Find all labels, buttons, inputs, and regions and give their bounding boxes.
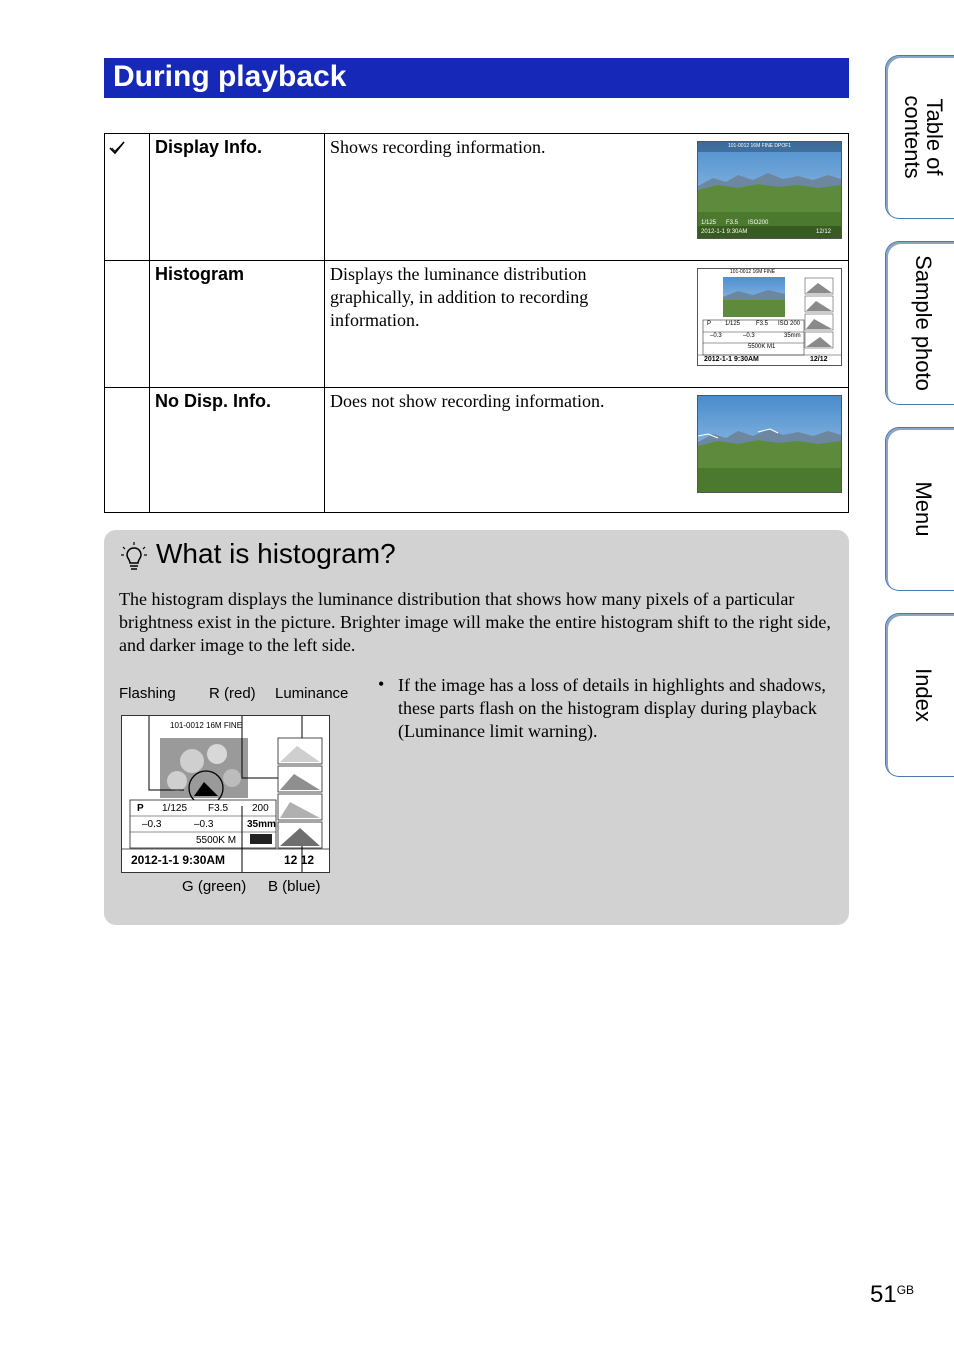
option-description: Shows recording information. — [330, 137, 546, 157]
display-options-table — [104, 133, 849, 513]
screen-iso: ISO200 — [748, 220, 769, 226]
screen-aperture: F3.5 — [726, 220, 739, 226]
diagram-iso: 200 — [252, 803, 269, 814]
diagram-date: 2012-1-1 9:30AM — [131, 853, 226, 867]
tab-label: Table of contents — [900, 95, 947, 179]
section-title: During playback — [113, 60, 347, 93]
screen-count: 12/12 — [816, 229, 832, 235]
callout-red: R (red) — [209, 685, 256, 702]
screen-date: 2012-1-1 9:30AM — [704, 356, 759, 363]
tab-label: Menu — [911, 481, 936, 537]
screen-ev2: –0.3 — [743, 333, 755, 339]
diagram-ev2: –0.3 — [194, 819, 214, 830]
screen-shutter: 1/125 — [701, 220, 717, 226]
histogram-diagram — [121, 715, 330, 873]
lightbulb-icon — [121, 542, 147, 572]
callout-blue: B (blue) — [268, 878, 321, 895]
tip-body: The histogram displays the luminance distribution that shows how many pixels of a particular brightness exist in the picture. Brighter image will make the entire histogram shift to the right side, and darker image to the left side. — [119, 589, 831, 655]
screen-aperture: F3.5 — [756, 321, 769, 327]
tip-bullet: If the image has a loss of details in highlights and shadows, these parts flash on the histogram display during playback (Luminance limit warning). — [398, 675, 826, 741]
tab-label: Sample photo — [911, 255, 936, 391]
table-row — [105, 260, 848, 387]
callout-green: G (green) — [182, 878, 247, 895]
screen-top-info: 101-0012 16M FINE — [730, 269, 776, 275]
tab-index[interactable] — [885, 613, 954, 777]
screen-date: 2012-1-1 9:30AM — [701, 229, 748, 235]
diagram-focal: 35mm — [247, 819, 276, 830]
screen-top-info: 101-0012 16M FINE DPOF1 — [728, 143, 792, 149]
option-name: Display Info. — [155, 137, 263, 157]
screen-count: 12/12 — [810, 356, 828, 363]
option-description: Does not show recording information. — [330, 391, 605, 411]
diagram-aperture: F3.5 — [208, 803, 229, 814]
tab-sample-photo[interactable] — [885, 241, 954, 405]
diagram-shutter: 1/125 — [162, 803, 188, 814]
option-name: No Disp. Info. — [155, 391, 271, 411]
page-suffix: GB — [896, 1283, 915, 1297]
diagram-count: 12 12 — [284, 853, 315, 867]
callout-luminance: Luminance — [275, 685, 349, 702]
display-info-screen — [697, 141, 842, 239]
callout-flashing: Flashing — [119, 685, 176, 702]
table-row — [105, 134, 848, 260]
page-number — [870, 1281, 914, 1309]
option-description: Displays the luminance distribution graphically, in addition to recording information. — [330, 264, 589, 330]
option-name: Histogram — [155, 264, 245, 284]
tip-box — [104, 530, 849, 925]
diagram-wb: 5500K M — [196, 835, 237, 846]
screen-iso: ISO 200 — [778, 321, 801, 327]
diagram-mode: P — [137, 803, 144, 814]
histogram-screen — [697, 268, 842, 366]
tab-table-of-contents[interactable] — [885, 55, 954, 219]
bullet-dot: • — [378, 674, 385, 694]
section-header — [104, 58, 849, 98]
diagram-top-info: 101-0012 16M FINE — [170, 721, 243, 730]
screen-focal: 35mm — [784, 333, 801, 339]
screen-shutter: 1/125 — [725, 321, 741, 327]
tab-menu[interactable] — [885, 427, 954, 591]
screen-ev1: –0.3 — [710, 333, 722, 339]
page-number-value: 51 — [870, 1281, 897, 1308]
screen-mode: P — [707, 321, 712, 327]
screen-wb: 5500K M1 — [748, 344, 776, 350]
no-info-screen — [697, 395, 842, 493]
diagram-ev1: –0.3 — [142, 819, 162, 830]
table-row — [105, 387, 848, 514]
tab-label: Index — [911, 668, 936, 722]
tip-title: What is histogram? — [156, 538, 396, 569]
check-icon — [109, 140, 125, 156]
